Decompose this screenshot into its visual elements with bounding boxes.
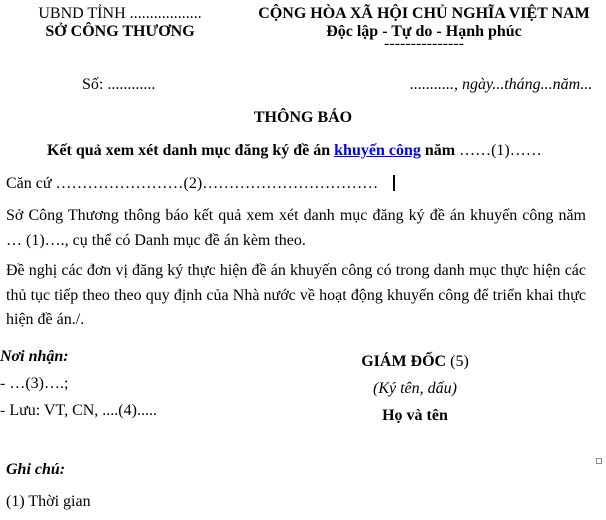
recipients-label: Nơi nhận: xyxy=(0,348,69,365)
text-cursor xyxy=(393,175,395,191)
paragraph-marker-icon xyxy=(596,458,602,464)
signature-block xyxy=(340,348,490,429)
recipient-item: - …(3)….; xyxy=(0,375,69,392)
signer-name: Họ và tên xyxy=(382,407,448,424)
paragraph-request: Đề nghị các đơn vị đăng ký thực hiện đề án khuyến công có trong danh mục thực hiện các thủ tục tiếp theo theo quy định của Nhà nước về hoạt động khuyến công để triển khai thực hiện đề án./. xyxy=(6,262,586,328)
subtitle-suffix-year: năm xyxy=(424,142,456,159)
subtitle-prefix: Kết quả xem xét danh mục đăng ký đề án xyxy=(47,142,331,159)
national-title: CỘNG HÒA XÃ HỘI CHỦ NGHĨA VIỆT NAM xyxy=(258,5,590,22)
department-name: SỞ CÔNG THƯƠNG xyxy=(45,23,195,40)
header-divider: --------------- xyxy=(384,35,464,52)
legal-basis: Căn cứ ……………………(2)…………………………… xyxy=(6,175,379,192)
paragraph-announcement: Sở Công Thương thông báo kết quả xem xét danh mục đăng ký đề án khuyến công năm … (1)…., cụ thể có Danh mục đề án kèm theo. xyxy=(6,207,586,249)
khuyen-cong-link[interactable]: khuyến công xyxy=(334,142,421,159)
signer-title: GIÁM ĐỐC (5) xyxy=(361,353,469,370)
document-date: ..........., ngày...tháng...năm... xyxy=(410,76,593,93)
header-left xyxy=(36,5,204,41)
document-number: Số: ............ xyxy=(82,76,156,93)
document-subtitle xyxy=(47,142,542,160)
note-item: (1) Thời gian xyxy=(6,493,91,510)
recipient-item: - Lưu: VT, CN, ....(4)..... xyxy=(0,402,157,419)
header-right xyxy=(248,5,600,52)
subtitle-suffix-fill: ……(1)…… xyxy=(455,142,542,159)
signer-note: (Ký tên, dấu) xyxy=(373,380,457,397)
document-title: THÔNG BÁO xyxy=(253,109,353,126)
notes-label: Ghi chú: xyxy=(6,461,66,478)
province-committee: UBND TỈNH .................. xyxy=(38,5,202,22)
national-motto: Độc lập - Tự do - Hạnh phúc xyxy=(326,23,522,40)
